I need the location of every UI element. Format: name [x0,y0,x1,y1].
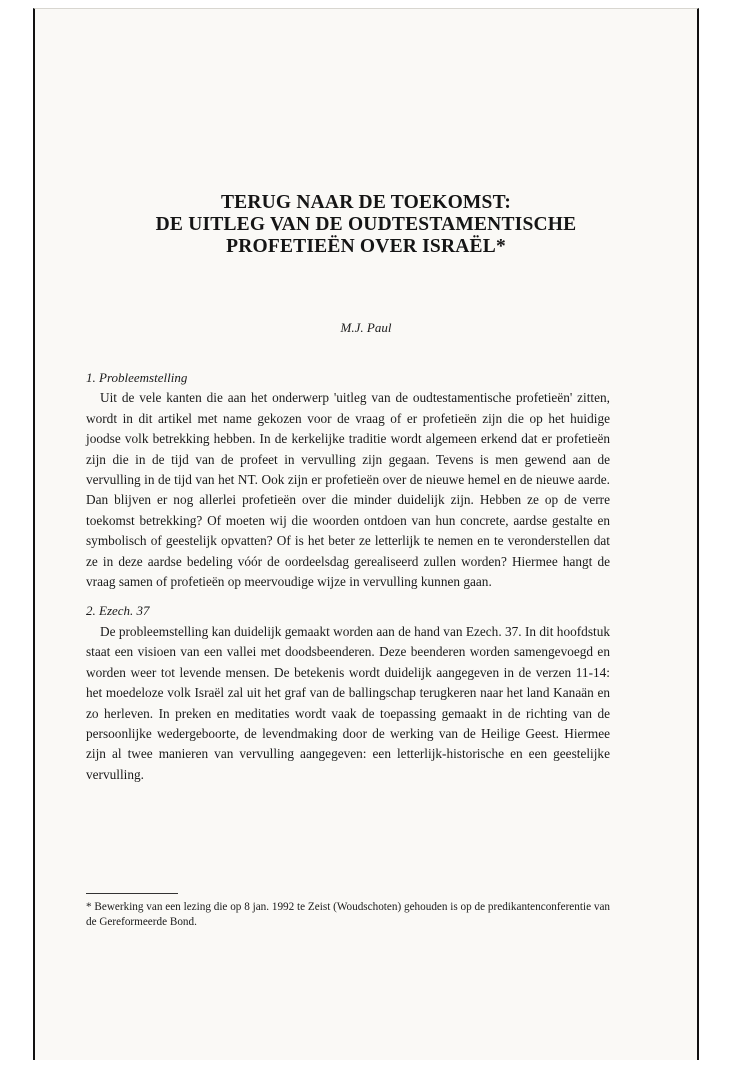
paragraph-ezechiel: De probleemstelling kan duidelijk gemaakt worden aan de hand van Ezech. 37. In dit hoofdstuk staat een visioen van een vallei met doodsbeenderen. Deze beenderen worden samengevoegd en worden weer tot levende mensen. De betekenis wordt duidelijk aangegeven in de verzen 11-14: het moedeloze volk Israël zal uit het graf van de ballingschap terugkeren naar het land Kanaän en zo herleven. In preken en meditaties wordt vaak de toepassing gemaakt in de richting van de persoonlijke wedergeboorte, de levendmaking door de werking van de Heilige Geest. Hiermee zijn al twee manieren van vervulling aangegeven: een letterlijk-historische en een geestelijke vervulling. [86,623,610,782]
footnote-divider [86,893,178,894]
title-line-2: DE UITLEG VAN DE OUDTESTAMENTISCHE [155,214,577,235]
title-line-1: TERUG NAAR DE TOEKOMST: [220,192,512,213]
section-heading-ezechiel: 2. Ezech. 37 [86,603,150,619]
author-name: M.J. Paul [340,320,392,335]
article-title [35,192,697,258]
footnote: * Bewerking van een lezing die op 8 jan. 1992 te Zeist (Woudschoten) gehouden is op de predikantenconferentie van de Gereformeerde Bond. [86,901,610,928]
paragraph-probleemstelling: Uit de vele kanten die aan het onderwerp 'uitleg van de oudtestamentische profetieën' zitten, wordt in dit artikel met name gekozen voor de vraag of er profetieën zijn die op het huidige joodse volk betrekking hebben. In de kerkelijke traditie wordt algemeen erkend dat er profetieën zijn die in de tijd van de profeet in vervulling zijn gegaan. Tevens is men gewend aan de vervulling in de tijd van het NT. Ook zijn er profetieën over de nieuwe hemel en de nieuwe aarde. Dan blijven er nog allerlei profetieën over die minder duidelijk zijn. Hebben ze op de verre toekomst betrekking? Of moeten wij die woorden ontdoen van hun concrete, aardse gestalte en symbolisch of geestelijk opvatten? Of is het beter ze letterlijk te nemen en te veronderstellen dat ze in deze aardse bedeling vóór de oordeelsdag gerealiseerd zullen worden? Hiermee hangt de vraag samen of profetieën op meervoudige wijze in vervulling kunnen gaan. [86,390,610,590]
article-body [86,368,610,785]
title-line-3: PROFETIEËN OVER ISRAËL* [226,236,506,257]
section-heading-probleemstelling: 1. Probleemstelling [86,370,188,385]
